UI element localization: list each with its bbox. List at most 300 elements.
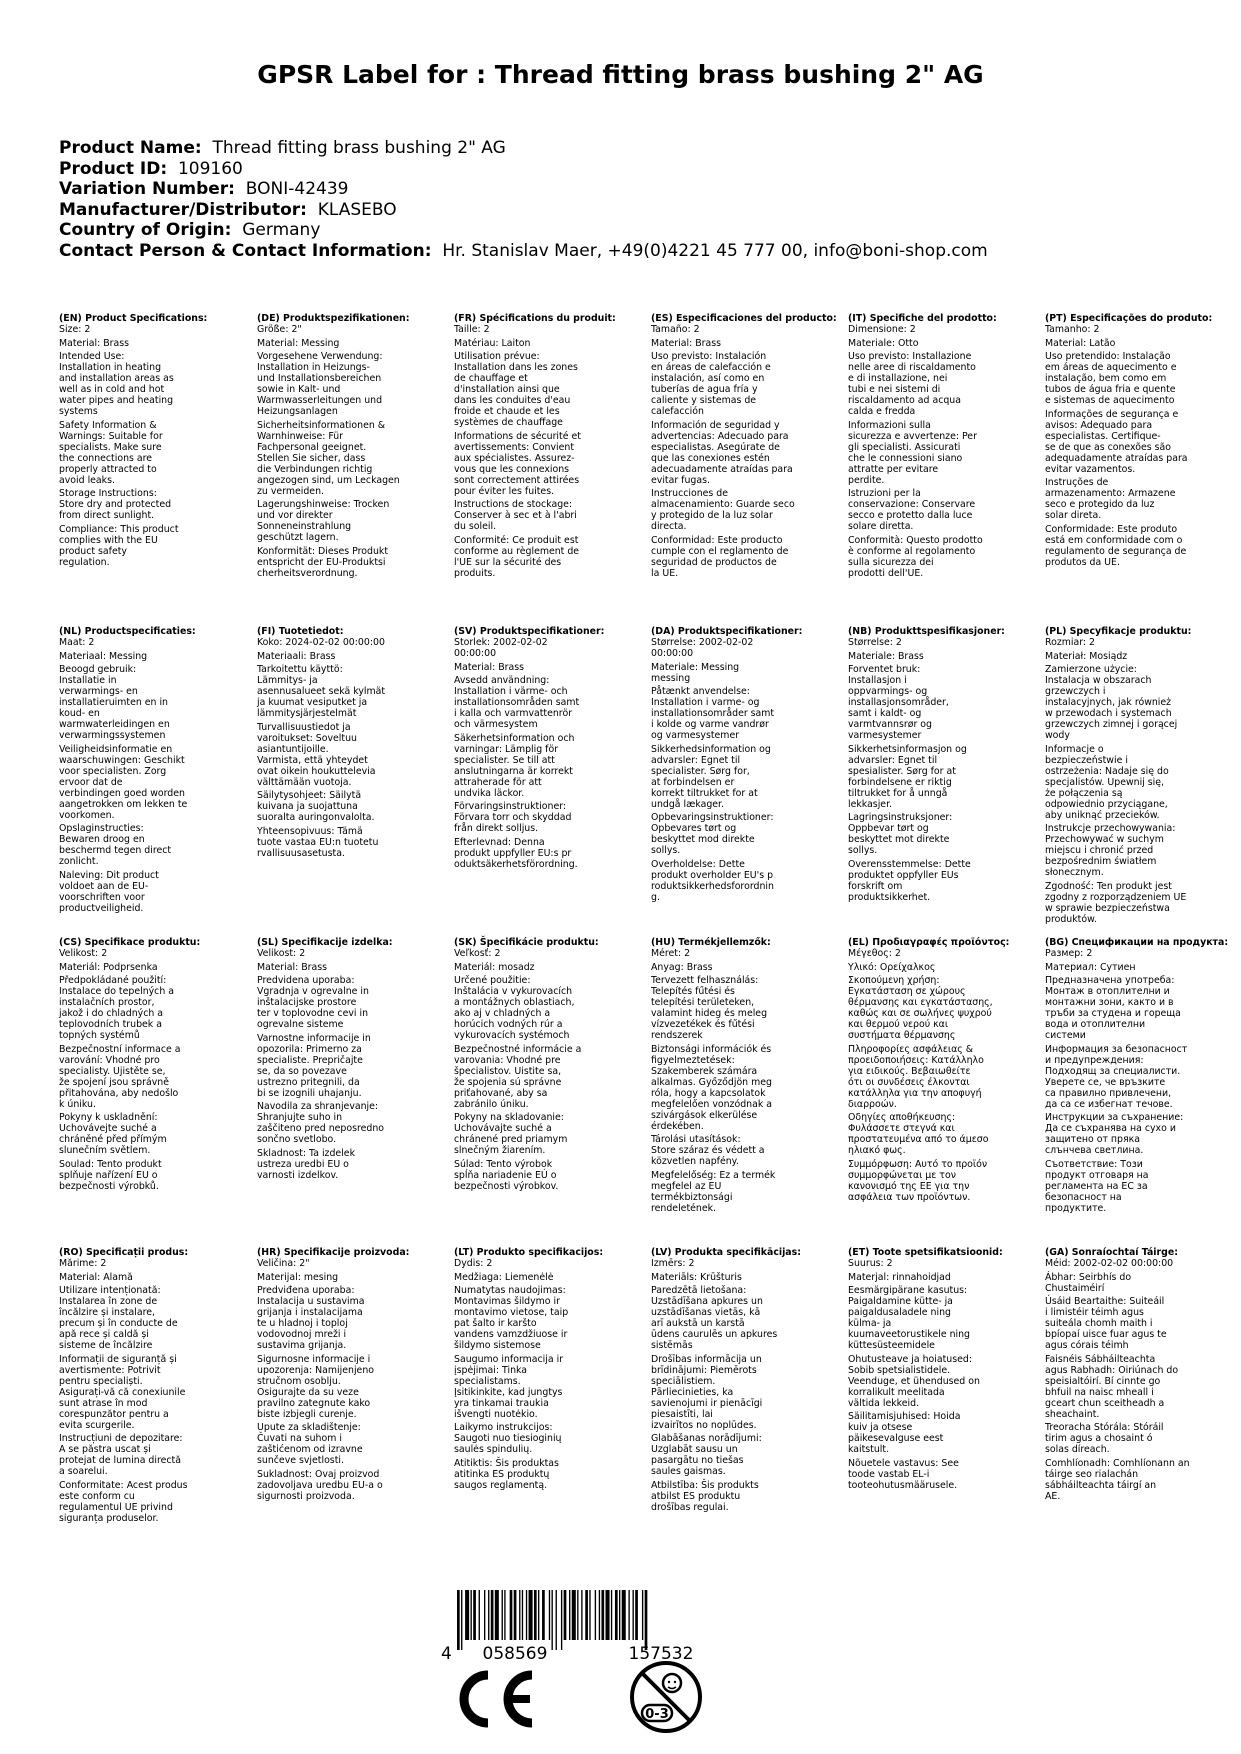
spec-heading: (SV) Produktspecifikationer:: [454, 626, 605, 637]
spec-line: teplovodních trubek a: [59, 1019, 162, 1030]
spec-line: em áreas de aquecimento e: [1045, 362, 1177, 373]
spec-heading: (NB) Produkttspesifikasjoner:: [848, 626, 1005, 637]
spec-line: Material: Alamă: [59, 1271, 133, 1283]
spec-line: Storlek: 2002-02-02: [454, 637, 548, 648]
spec-line: Overholdelse: Dette: [651, 858, 745, 870]
spec-line: Conformità: Questo prodotto: [848, 534, 983, 546]
spec-line: sont correctement attirées: [454, 474, 580, 486]
spec-heading: (GA) Sonraíochtaí Táirge:: [1045, 1247, 1178, 1258]
barcode-bar: [495, 1590, 499, 1640]
spec-line: sábháilteachta táirgí an: [1045, 1479, 1157, 1491]
spec-line: advarsler: Egnet til: [651, 754, 741, 766]
barcode-bar: [619, 1590, 620, 1640]
spec-line: specialisty. Ujistěte se,: [59, 1065, 166, 1077]
spec-line: installationsområden samt: [454, 697, 580, 708]
spec-line: Méid: 2002-02-02 00:00:00: [1045, 1258, 1174, 1269]
spec-line: kaitstult.: [848, 1444, 890, 1455]
spec-line: grijanja i instalacijama: [257, 1307, 363, 1318]
spec-line: koud- en: [59, 708, 100, 719]
spec-line: verbindingen goed worden: [59, 787, 185, 799]
spec-line: e sistemas de aquecimento: [1045, 395, 1175, 406]
spec-line: aby uniknąć przecieków.: [1045, 809, 1160, 821]
spec-line: Informazioni sulla: [848, 419, 931, 431]
spec-line: spesialister. Sørg for at: [848, 765, 956, 777]
barcode-bar: [577, 1590, 578, 1640]
spec-line: Veiligheidsinformatie en: [59, 743, 173, 755]
spec-line: bezpečnosti výrobků.: [59, 1180, 159, 1192]
spec-block: [59, 937, 224, 1192]
spec-line: Izmērs: 2: [651, 1258, 695, 1269]
spec-line: oduktsäkerhetsförordning.: [454, 858, 578, 870]
spec-line: este conform cu: [59, 1490, 135, 1502]
spec-line: Heizungsanlagen: [257, 406, 338, 417]
spec-line: verwarmings- en: [59, 686, 138, 697]
spec-line: speciālistiem.: [651, 1375, 716, 1387]
spec-line: evitar fugas.: [651, 474, 710, 486]
barcode: [437, 1590, 747, 1660]
barcode-bar: [510, 1590, 513, 1640]
spec-line: Efterlevnad: Denna: [454, 836, 545, 848]
spec-line: Påtænkt anvendelse:: [651, 686, 750, 697]
spec-line: küttesüsteemidele: [848, 1340, 935, 1351]
spec-line: og varmesystemer: [651, 730, 740, 741]
spec-line: oppvarmings- og: [848, 686, 928, 697]
barcode-bar: [611, 1590, 612, 1640]
spec-line: монтажни зони, както и в: [1045, 997, 1174, 1008]
spec-line: lekkasjer.: [848, 798, 893, 810]
page-title: GPSR Label for : Thread fitting brass bushing 2" AG: [257, 60, 984, 89]
spec-line: Sikkerhedsinformation og: [651, 743, 771, 755]
spec-line: grzewczych i: [1045, 686, 1106, 697]
barcode-digits-right: 157532: [628, 1644, 694, 1660]
barcode-bar: [635, 1590, 638, 1640]
spec-line: Ohutusteave ja hoiatused:: [848, 1353, 972, 1365]
spec-line: ogrevalne sisteme: [257, 1019, 344, 1030]
spec-line: Avsedd användning:: [454, 675, 550, 686]
spec-line: g.: [651, 891, 660, 903]
spec-line: Atitiktis: Šis produktas: [454, 1457, 559, 1469]
spec-line: saugos reglamentą.: [454, 1479, 548, 1491]
spec-line: Opbevares tørt og: [651, 823, 737, 834]
spec-line: продуктите.: [1045, 1202, 1107, 1214]
spec-line: Materiāls: Krūšturis: [651, 1271, 742, 1283]
spec-line: érdekében.: [651, 1120, 704, 1132]
spec-line: from direct sunlight.: [59, 510, 155, 521]
spec-line: pravilno zategnute kako: [257, 1397, 371, 1409]
barcode-bar: [538, 1590, 539, 1640]
spec-line: advarsler: Egnet til: [848, 754, 938, 766]
spec-line: perdite.: [848, 474, 885, 486]
spec-line: instalación, así como en: [651, 373, 765, 384]
spec-line: solas díreach.: [1045, 1444, 1110, 1455]
spec-line: Uzstādīšana apkures un: [651, 1296, 763, 1307]
spec-line: Laikymo instrukcijos:: [454, 1422, 553, 1433]
spec-line: du soleil.: [454, 521, 497, 532]
spec-block: [59, 313, 224, 568]
spec-line: installatieruimten en in: [59, 697, 168, 708]
spec-block: [59, 626, 224, 914]
spec-line: Installation in Heizungs-: [257, 362, 370, 373]
spec-line: Instruções de: [1045, 477, 1109, 488]
spec-line: tooteohutusmäärusele.: [848, 1479, 958, 1491]
manufacturer-row: [59, 200, 988, 221]
spec-line: beskyttet mod direkte: [651, 834, 755, 845]
spec-line: tubos de água fria e quente: [1045, 384, 1176, 395]
spec-line: Material: Brass: [257, 961, 328, 973]
spec-line: Fachpersonal geeignet.: [257, 441, 367, 453]
spec-line: Pokyny na skladovanie:: [454, 1112, 564, 1123]
spec-line: sunčeve svjetlosti.: [257, 1455, 344, 1466]
spec-line: Informacje o: [1045, 743, 1104, 755]
spec-line: Lagerungshinweise: Trocken: [257, 499, 390, 510]
spec-line: Varmista, että yhteydet: [257, 754, 368, 766]
spec-line: sustavima grijanja.: [257, 1340, 347, 1351]
spec-line: Størrelse: 2: [848, 637, 902, 648]
barcode-bar: [552, 1590, 553, 1650]
spec-line: Turvallisuustiedot ja: [257, 721, 351, 733]
barcode-bar: [504, 1590, 505, 1640]
spec-block: [848, 626, 1013, 903]
spec-line: zaštićenom od izravne: [257, 1444, 363, 1455]
barcode-bar: [514, 1590, 517, 1640]
spec-line: froide et chaude et les: [454, 406, 560, 417]
spec-line: διαρροών.: [848, 1098, 897, 1110]
spec-line: properly attracted to: [59, 463, 157, 475]
barcode-bar: [599, 1590, 600, 1640]
spec-line: pentru specialiști.: [59, 1375, 143, 1387]
spec-line: zonlicht.: [59, 856, 99, 867]
spec-line: la UE.: [651, 567, 679, 579]
spec-line: Μέγεθος: 2: [848, 948, 901, 959]
spec-line: продукт отговаря на: [1045, 1169, 1149, 1181]
spec-line: Naleving: Dit product: [59, 869, 159, 881]
spec-line: Conformitate: Acest produs: [59, 1479, 188, 1491]
spec-line: caliente y sistemas de: [651, 395, 757, 406]
spec-line: AE.: [1045, 1490, 1061, 1502]
spec-line: Materijal: mesing: [257, 1271, 339, 1283]
spec-line: savienojumi ir pienācīgi: [651, 1397, 763, 1409]
spec-line: arī aukstā un karstā: [651, 1318, 745, 1329]
spec-line: telepítési területeken,: [651, 997, 755, 1008]
contact-row: [59, 241, 988, 262]
spec-line: voldoet aan de EU-: [59, 880, 149, 892]
spec-line: product safety: [59, 545, 127, 557]
spec-line: suoralta auringonvalolta.: [257, 812, 375, 823]
barcode-bar: [549, 1590, 550, 1640]
spec-line: se, da so povezave: [257, 1065, 347, 1077]
spec-heading: (SK) Špecifikácie produktu:: [454, 937, 599, 948]
spec-line: slnečným žiarením.: [454, 1145, 546, 1156]
barcode-bar: [615, 1590, 618, 1640]
spec-line: přitahována, aby nedošlo: [59, 1087, 179, 1099]
spec-line: Predvidena uporaba:: [257, 975, 355, 986]
spec-line: Tamanho: 2: [1045, 324, 1100, 335]
spec-line: y protegido de la luz solar: [651, 510, 773, 521]
spec-line: zaščiteno pred neposredno: [257, 1123, 385, 1134]
spec-line: a soarelui.: [59, 1466, 108, 1477]
spec-heading: (HU) Termékjellemzők:: [651, 937, 771, 948]
spec-line: odpowiednio przyciągane,: [1045, 798, 1168, 810]
spec-line: Telepítés fűtési és: [651, 986, 735, 997]
spec-line: gli specialisti. Assicurati: [848, 441, 961, 453]
barcode-bar: [561, 1590, 562, 1650]
spec-line: Store száraz és védett a: [651, 1145, 765, 1156]
spec-line: Materiale: Messing: [651, 661, 740, 673]
spec-line: alkalmas. Győződjön meg: [651, 1076, 772, 1088]
spec-line: undgå lækager.: [651, 798, 725, 810]
product-info: [59, 138, 988, 261]
spec-line: Předpokládané použití:: [59, 975, 167, 986]
spec-line: Opslaginstructies:: [59, 823, 144, 834]
spec-line: közvetlen napfény.: [651, 1156, 739, 1167]
spec-line: gceart chun sceitheadh a: [1045, 1397, 1165, 1409]
spec-line: Instalacija u sustavima: [257, 1296, 365, 1307]
spec-line: Material: Brass: [651, 337, 722, 349]
spec-line: sulla sicurezza dei: [848, 556, 934, 568]
spec-line: ustreza uredbi EU o: [257, 1158, 349, 1170]
spec-line: varoitukset: Soveltuu: [257, 732, 357, 744]
spec-line: verwarmingssystemen: [59, 730, 166, 741]
spec-line: specialister. Sørg for,: [651, 765, 750, 777]
info-value: KLASEBO: [317, 199, 397, 220]
spec-line: Paigaldamine kütte- ja: [848, 1296, 953, 1307]
spec-line: bezpieczeństwie i: [1045, 754, 1128, 766]
spec-line: Warnhinweise: Für: [257, 430, 344, 442]
spec-line: messing: [651, 672, 691, 684]
spec-heading: (HR) Specifikacije proizvoda:: [257, 1247, 410, 1258]
spec-line: Φυλάσσετε στεγνά και: [848, 1123, 955, 1134]
spec-line: atitinka ES produktų: [454, 1468, 550, 1480]
spec-line: especialistas. Asegúrate de: [651, 441, 780, 453]
spec-line: tubi e nei sistemi di: [848, 384, 941, 395]
spec-block: [848, 1247, 1013, 1491]
spec-line: bpíopaí uisce fuar agus te: [1045, 1329, 1167, 1340]
spec-line: de chauffage et: [454, 373, 528, 384]
spec-line: и предупреждения:: [1045, 1054, 1144, 1066]
spec-line: Przechowywać w suchym: [1045, 834, 1164, 845]
spec-line: Eesmärgipärane kasutus:: [848, 1285, 968, 1296]
spec-line: saulės spindulių.: [454, 1444, 533, 1455]
spec-heading: (FR) Spécifications du produit:: [454, 313, 616, 324]
barcode-bar: [519, 1590, 520, 1640]
spec-line: sollys.: [848, 845, 878, 856]
barcode-bar: [581, 1590, 582, 1640]
spec-line: uzstādīšanas vietās, kā: [651, 1307, 761, 1318]
spec-line: armazenamento: Armazene: [1045, 488, 1176, 499]
spec-block: [848, 313, 1013, 579]
spec-line: Overensstemmelse: Dette: [848, 858, 971, 870]
spec-heading: (LT) Produkto specifikacijos:: [454, 1247, 604, 1258]
spec-line: Material: Messing: [257, 337, 340, 349]
spec-heading: (PL) Specyfikacje produktu:: [1045, 626, 1192, 637]
spec-line: Faisnéis Sábháilteachta: [1045, 1353, 1156, 1365]
spec-line: ako aj v chladných a: [454, 1008, 551, 1019]
spec-line: Suurus: 2: [848, 1258, 893, 1269]
spec-line: entspricht der EU-Produktsi: [257, 556, 386, 568]
spec-line: Varnostne informacije in: [257, 1032, 371, 1044]
spec-line: Συμμόρφωση: Αυτό το προϊόν: [848, 1158, 988, 1170]
spec-line: instalação, bem como em: [1045, 373, 1167, 384]
spec-line: Glabāšanas norādījumi:: [651, 1433, 762, 1444]
spec-line: aux spécialistes. Assurez-: [454, 452, 575, 464]
spec-line: Veenduge, et ühendused on: [848, 1375, 980, 1387]
spec-line: Sicherheitsinformationen &: [257, 419, 386, 431]
barcode-digit-first: 4: [441, 1644, 452, 1660]
info-value: Germany: [242, 220, 321, 240]
spec-line: Rozmiar: 2: [1045, 637, 1096, 648]
spec-line: seguridad de productos de: [651, 556, 777, 568]
spec-line: conservazione: Conservare: [848, 499, 976, 510]
spec-line: ostrzeżenia: Nadaje się do: [1045, 765, 1169, 777]
age-label: 0-3: [645, 1707, 669, 1722]
spec-line: pat šalto ir karšto: [454, 1318, 537, 1329]
spec-line: que las conexiones estén: [651, 452, 770, 464]
spec-line: forskrift om: [848, 880, 903, 892]
spec-line: regulamento de segurança de: [1045, 545, 1187, 557]
spec-line: speisialtóirí. Bí cinnte go: [1045, 1375, 1161, 1387]
spec-block: [1045, 313, 1213, 568]
spec-line: i kalla och varmvattenrör: [454, 708, 573, 719]
spec-line: Informações de segurança e: [1045, 408, 1179, 420]
barcode-bars: [457, 1590, 647, 1650]
spec-line: i limistéir téimh agus: [1045, 1307, 1144, 1318]
spec-line: instalacyjnych, jak również: [1045, 697, 1172, 708]
spec-line: upozorenja: Namijenjeno: [257, 1364, 374, 1376]
barcode-bar: [488, 1590, 489, 1640]
spec-line: päikesevalguse eest: [848, 1433, 944, 1444]
spec-line: angezogen sind, um Leckagen: [257, 474, 400, 486]
spec-line: Förvaringsinstruktioner:: [454, 801, 567, 812]
spec-line: water pipes and heating: [59, 395, 174, 406]
spec-heading: (NL) Productspecificaties:: [59, 626, 196, 637]
spec-line: Уверете се, че връзките: [1045, 1076, 1166, 1088]
spec-line: Οδηγίες αποθήκευσης:: [848, 1112, 956, 1123]
barcode-bar: [542, 1590, 545, 1640]
spec-line: šildymo sistemose: [454, 1340, 541, 1351]
spec-line: vízvezetékek és fűtési: [651, 1019, 755, 1030]
ce-mark-icon: [452, 1668, 538, 1730]
spec-line: precum și în conducte de: [59, 1318, 178, 1329]
spec-line: Sigurnosne informacije i: [257, 1353, 371, 1365]
spec-line: nelle aree di riscaldamento: [848, 362, 976, 373]
spec-line: w przewodach i systemach: [1045, 708, 1172, 719]
spec-line: asiantuntijoille.: [257, 743, 329, 755]
barcode-bar: [589, 1590, 590, 1640]
spec-line: Да се съхранява на сухо и: [1045, 1123, 1176, 1134]
spec-line: te u hladnoj i toploj: [257, 1318, 348, 1329]
spec-line: drošības regulai.: [651, 1501, 729, 1513]
spec-line: Drošības informācija un: [651, 1353, 762, 1365]
spec-line: attratte per evitare: [848, 463, 939, 475]
spec-line: Instrukcje przechowywania:: [1045, 823, 1176, 834]
spec-line: die Verbindungen richtig: [257, 463, 373, 475]
spec-line: instalačních prostor,: [59, 997, 155, 1008]
spec-line: Velikost: 2: [257, 948, 306, 959]
info-value: 109160: [177, 158, 243, 179]
spec-line: kuumaveetorustikele ning: [848, 1329, 971, 1340]
spec-line: vandens vamzdžiuose ir: [454, 1329, 568, 1340]
spec-line: že spojenia sú správne: [454, 1076, 562, 1088]
spec-line: izvairītos no noplūdes.: [651, 1419, 757, 1431]
spec-line: und Installationsbereichen: [257, 373, 382, 384]
spec-block: [848, 937, 1013, 1203]
spec-line: συμμορφώνεται με τον: [848, 1169, 956, 1181]
spec-line: vodovodnoj mreži i: [257, 1329, 347, 1340]
spec-line: anslutningarna är korrekt: [454, 765, 573, 777]
spec-line: agus Rabhadh: Oiriúnach do: [1045, 1364, 1179, 1376]
spec-heading: (PT) Especificações do produto:: [1045, 313, 1213, 324]
spec-line: atbilst ES produktu: [651, 1490, 741, 1502]
spec-line: well as in cold and hot: [59, 384, 165, 395]
spec-line: ūdens caurulēs un apkures: [651, 1329, 778, 1340]
barcode-bar: [645, 1590, 648, 1650]
spec-line: korrekt tiltrukket for at: [651, 787, 758, 799]
spec-line: Materiál: mosadz: [454, 961, 535, 973]
spec-line: ter v toplovodne cevi in: [257, 1008, 369, 1019]
spec-line: tuberías de agua fría y: [651, 384, 758, 395]
spec-line: κανονισμό της ΕΕ για την: [848, 1180, 970, 1192]
spec-line: Conformidad: Este producto: [651, 534, 783, 546]
spec-line: Size: 2: [59, 324, 91, 335]
spec-line: Stellen Sie sicher, dass: [257, 452, 366, 464]
spec-line: vykurovacích systémoch: [454, 1030, 570, 1041]
spec-block: [651, 1247, 816, 1513]
spec-line: sončno svetlobo.: [257, 1134, 337, 1145]
spec-line: Predviđena uporaba:: [257, 1285, 355, 1296]
spec-line: sisteme de încălzire: [59, 1340, 153, 1351]
spec-line: produktet oppfyller EUs: [848, 869, 959, 881]
spec-line: regulation.: [59, 556, 110, 568]
spec-line: Beoogd gebruik:: [59, 664, 137, 675]
spec-line: a montážnych oblastiach,: [454, 997, 575, 1008]
spec-line: szivárgások elkerülése: [651, 1109, 758, 1121]
spec-line: ustrezno pritegnili, da: [257, 1076, 360, 1088]
spec-line: Anyag: Brass: [651, 961, 713, 973]
spec-line: Warmwasserleitungen und: [257, 395, 383, 406]
spec-line: Utilisation prévue:: [454, 351, 540, 362]
spec-line: pasargātu no tiešas: [651, 1455, 744, 1466]
spec-line: Installasjon i: [848, 675, 907, 686]
spec-line: sigurnosti proizvoda.: [257, 1490, 355, 1502]
spec-line: che le connessioni siano: [848, 452, 963, 464]
spec-line: Materjal: rinnahoidjad: [848, 1271, 951, 1283]
spec-line: 00:00:00: [651, 648, 694, 659]
spec-line: Įsitikinkite, kad jungtys: [454, 1386, 563, 1398]
spec-line: varnosti izdelkov.: [257, 1169, 339, 1181]
spec-line: lämmitysjärjestelmät: [257, 708, 357, 719]
spec-line: produkt overholder EU's p: [651, 869, 774, 881]
spec-line: Vgradnja v ogrevalne in: [257, 986, 369, 997]
spec-line: κατάλληλα για την αποφυγή: [848, 1087, 982, 1099]
barcode-bar: [628, 1590, 629, 1640]
info-key: Product Name:: [59, 138, 202, 158]
spec-line: solar direta.: [1045, 510, 1102, 521]
spec-line: at forbindelsen er: [651, 776, 735, 788]
spec-line: безопасност на: [1045, 1191, 1122, 1203]
spec-line: asennusalueet sekä kylmät: [257, 686, 386, 697]
spec-line: varningar: Lämplig för: [454, 743, 559, 755]
spec-line: Uso previsto: Installazione: [848, 351, 972, 362]
spec-line: vous que les connexions: [454, 463, 570, 475]
spec-line: że połączenia są: [1045, 787, 1123, 799]
barcode-bar: [502, 1590, 503, 1640]
barcode-bar: [457, 1590, 460, 1650]
barcode-bar: [465, 1590, 469, 1640]
spec-line: Conformité: Ce produit est: [454, 534, 579, 546]
spec-block: [257, 313, 422, 579]
spec-line: riscaldamento ad acqua: [848, 395, 961, 406]
spec-line: Säilitamisjuhised: Hoida: [848, 1411, 961, 1422]
